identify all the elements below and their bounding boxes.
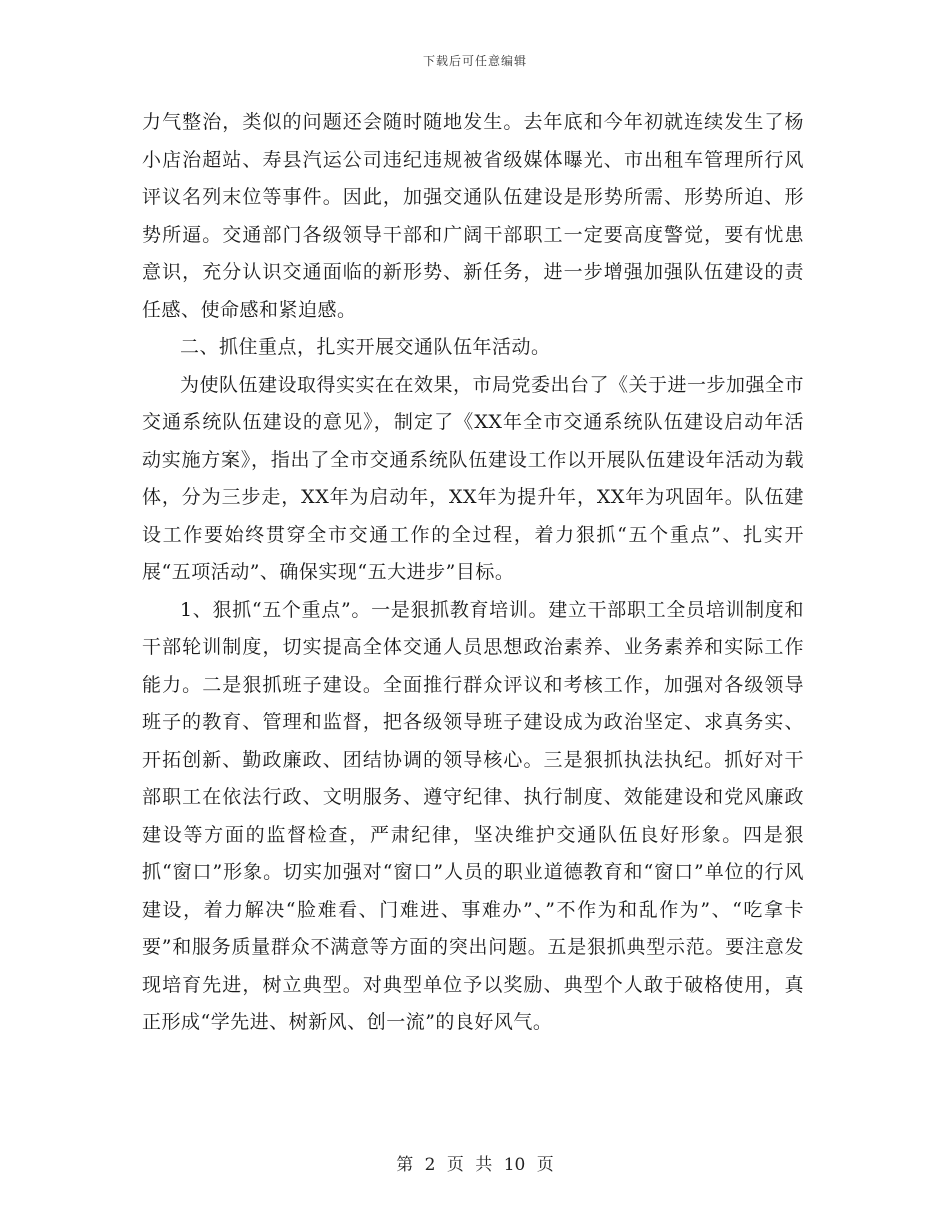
section-heading: 二、抓住重点，扎实开展交通队伍年活动。 xyxy=(180,336,551,358)
paragraph: 1、狠抓“五个重点”。一是狠抓教育培训。建立干部职工全员培训制度和干部轮训制度，切实提高全体交通人员思想政治素养、业务素养和实际工作能力。二是狠抓班子建设。全面推行群众评议和考核工作，加强对各级领导班子的教育、管理和监督，把各级领导班子建设成为政治坚定、求真务实、开拓创新、勤政廉政、团结协调的领导核心。三是狠抓执法执纪。抓好对干部职工在依法行政、文明服务、遵守纪律、执行制度、效能建设和党风廉政建设等方面的监督检查，严肃纪律，坚决维护交通队伍良好形象。四是狠抓“窗口”形象。切实加强对“窗口”人员的职业道德教育和“窗口”单位的行风建设，着力解决“脸难看、门难进、事难办”、”不作为和乱作为”、“吃拿卡要”和服务质量群众不满意等方面的突出问题。五是狠抓典型示范。要注意发现培育先进，树立典型。对典型单位予以奖励、典型个人敢于破格使用，真正形成“学先进、树新风、创一流”的良好风气。 xyxy=(142,598,804,1033)
document-body xyxy=(142,104,804,1042)
page-number: 第 2 页 共 10 页 xyxy=(396,1155,554,1175)
paragraph-continued: 力气整治，类似的问题还会随时随地发生。去年底和今年初就连续发生了杨小店治超站、寿县汽运公司违纪违规被省级媒体曝光、市出租车管理所行风评议名列末位等事件。因此，加强交通队伍建设是形势所需、形势所迫、形势所逼。交通部门各级领导干部和广阔干部职工一定要高度警觉，要有忧患意识，充分认识交通面临的新形势、新任务，进一步增强加强队伍建设的责任感、使命感和紧迫感。 xyxy=(142,111,804,321)
page-header: 下载后可任意编辑 xyxy=(422,54,527,68)
paragraph: 为使队伍建设取得实实在在效果，市局党委出台了《关于进一步加强全市交通系统队伍建设的意见》，制定了《XX年全市交通系统队伍建设启动年活动实施方案》，指出了全市交通系统队伍建设工作以开展队伍建设年活动为载体，分为三步走，XX年为启动年，XX年为提升年，XX年为巩固年。队伍建设工作要始终贯穿全市交通工作的全过程，着力狠抓“五个重点”、扎实开展“五项活动”、确保实现“五大进步”目标。 xyxy=(142,373,805,583)
